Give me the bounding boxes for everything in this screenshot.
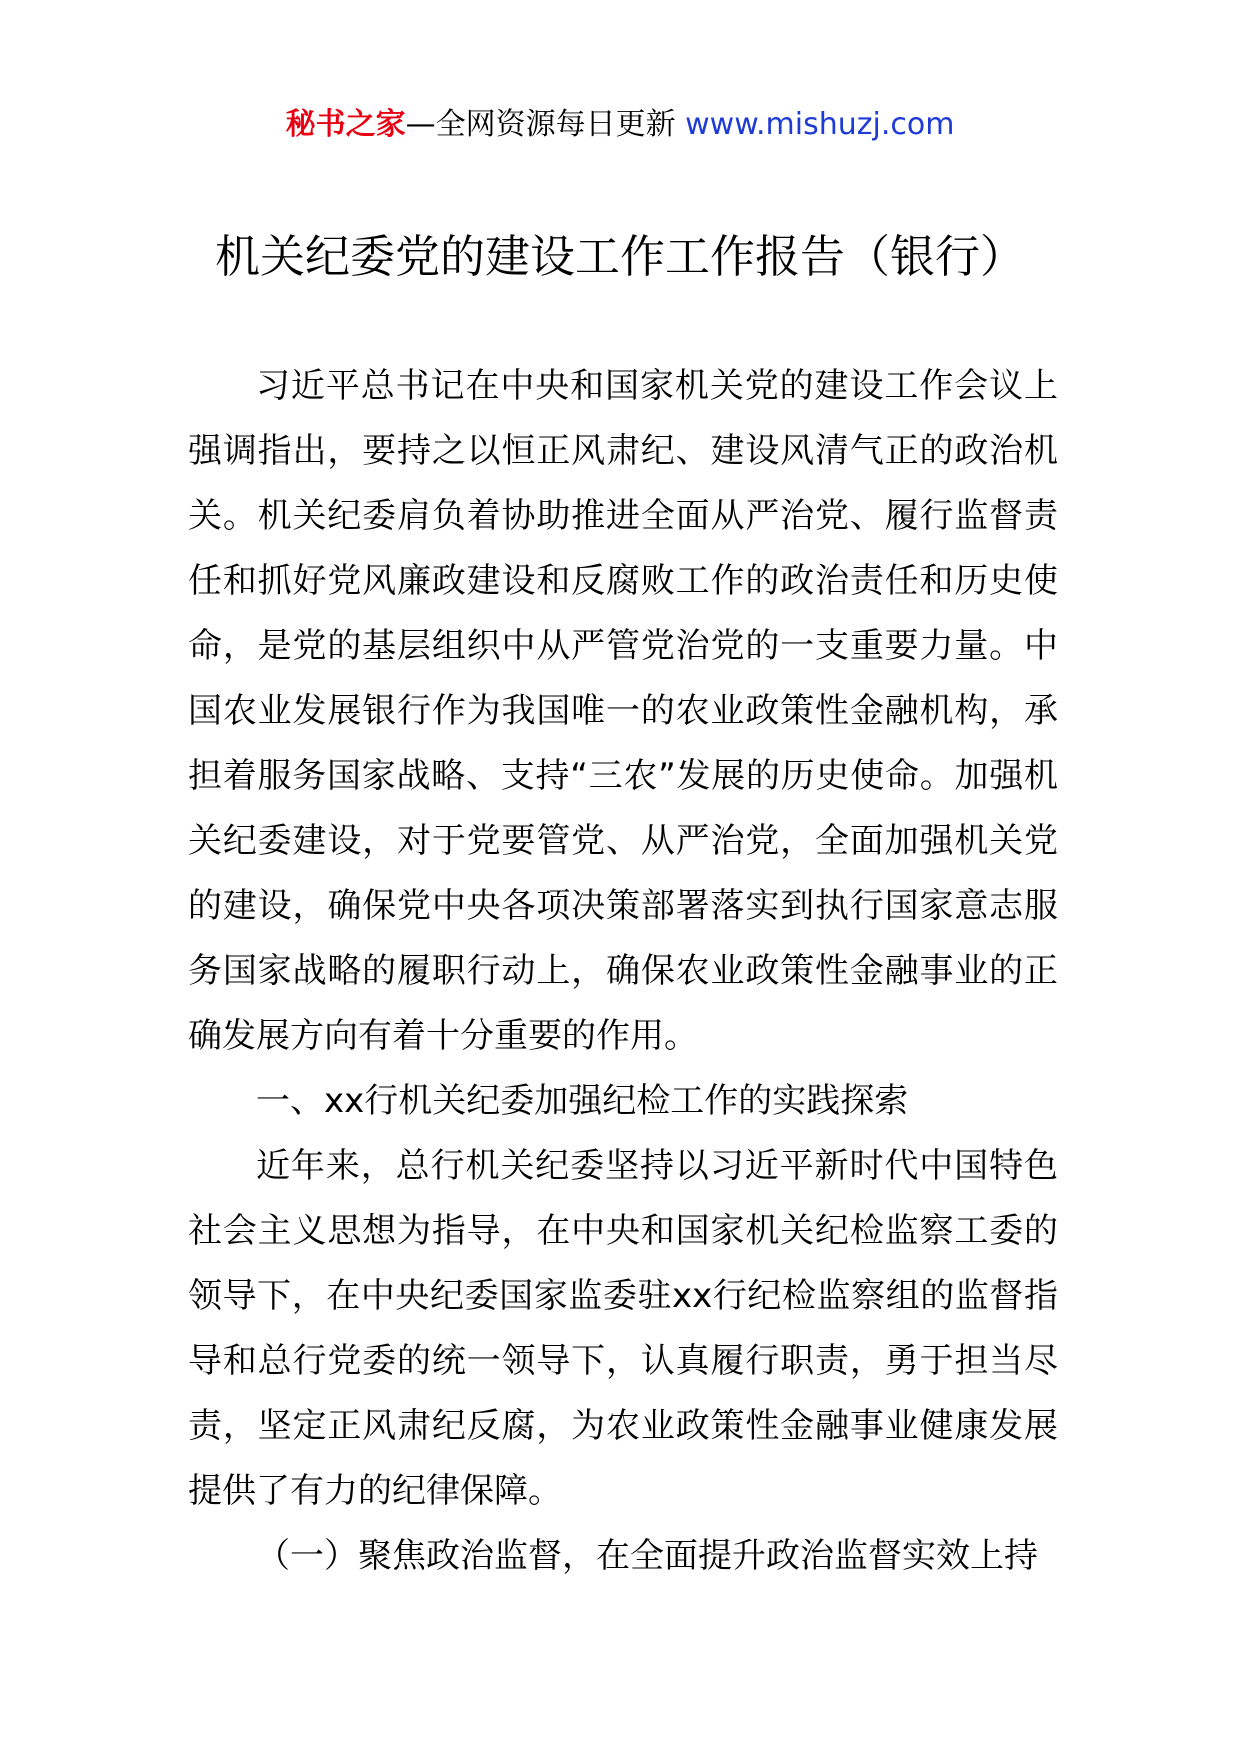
site-tagline: —全网资源每日更新 [405, 107, 686, 142]
paragraph-practice: 近年来，总行机关纪委坚持以习近平新时代中国特色社会主义思想为指导，在中央和国家机关纪检监察工委的领导下，在中央纪委国家监委驻xx行纪检监察组的监督指导和总行党委的统一领导下，认真履行职责，勇于担当尽责，坚定正风肃纪反腐，为农业政策性金融事业健康发展提供了有力的纪律保障。 [188, 1146, 1058, 1511]
section-heading-1: 一、xx行机关纪委加强纪检工作的实践探索 [256, 1081, 909, 1121]
paragraph-intro: 习近平总书记在中央和国家机关党的建设工作会议上强调指出，要持之以恒正风肃纪、建设风清气正的政治机关。机关纪委肩负着协助推进全面从严治党、履行监督责任和抓好党风廉政建设和反腐败工作的政治责任和历史使命，是党的基层组织中从严管党治党的一支重要力量。中国农业发展银行作为我国唯一的农业政策性金融机构，承担着服务国家战略、支持“三农”发展的历史使命。加强机关纪委建设，对于党要管党、从严治党，全面加强机关党的建设，确保党中央各项决策部署落实到执行国家意志服务国家战略的履职行动上，确保农业政策性金融事业的正确发展方向有着十分重要的作用。 [188, 366, 1058, 1056]
site-url[interactable]: www.mishuzj.com [685, 107, 955, 142]
document-body [188, 354, 1058, 1589]
site-header [0, 100, 1240, 150]
subsection-heading-1: （一）聚焦政治监督，在全面提升政治监督实效上持 [256, 1536, 1038, 1576]
site-brand: 秘书之家 [285, 107, 406, 142]
document-title: 机关纪委党的建设工作工作报告（银行） [214, 230, 1025, 283]
